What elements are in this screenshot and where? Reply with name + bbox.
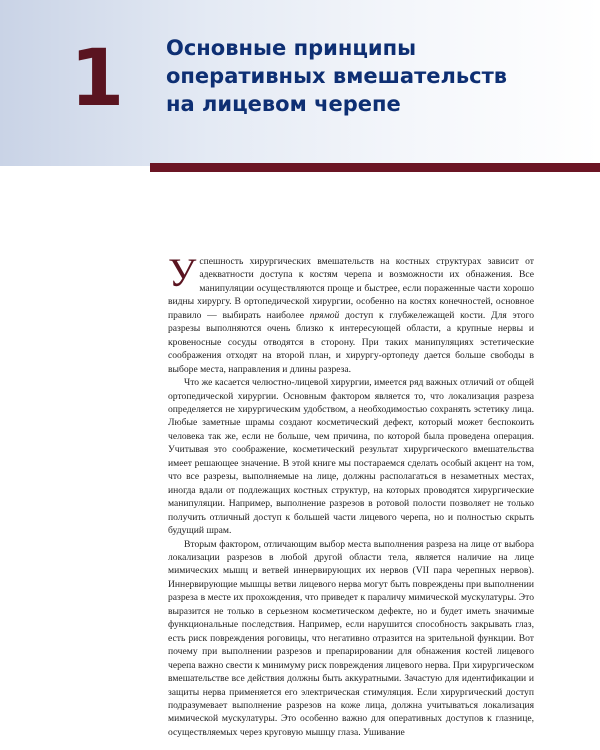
chapter-number: 1	[70, 34, 125, 124]
chapter-body	[168, 250, 535, 739]
paragraph-2: Что же касается челюстно-лицевой хирургии, имеется ряд важных отличий от общей ортопедической хирургии. Основным фактором является то, что локализация разреза определяется не хирургическим удобством, а необходимостью сохранять эстетику лица. Любые заметные шрамы создают косметический дефект, который может беспокоить человека так же, если не больше, чем причина, по которой была проведена операция. Учитывая это соображение, косметический результат хирургического вмешательства имеет решающее значение. В этой книге мы постараемся сделать особый акцент на том, что все разрезы, выполняемые на лице, должны располагаться в незаметных местах, иногда вдали от подлежащих костных структур, на которых проводятся хирургические манипуляции. Например, выполнение разрезов в ротовой полости позволяет не только получить отличный доступ к большей части лицевого черепа, но и полностью скрыть будущий шрам.	[168, 377, 534, 537]
chapter-header	[0, 0, 600, 166]
chapter-divider	[150, 163, 600, 172]
chapter-title-line-3: на лицевом черепе	[166, 92, 401, 116]
emphasis-word: прямой	[309, 309, 340, 321]
paragraph-3: Вторым фактором, отличающим выбор места выполнения разреза на лице от выбора локализации разрезов в любой другой области тела, является наличие на лице мимических мышц и ветвей иннервирующих их нервов (VII пара черепных нервов). Иннервирующие мышцы ветви лицевого нерва могут быть повреждены при выполнении разреза в месте их прохождения, что приведет к параличу мимической мускулатуры. Это выразится не только в серьезном косметическом дефекте, но и будет иметь значимые функциональные последствия. Например, если нарушится способность закрывать глаз, есть риск повреждения роговицы, что негативно отразится на зрительной функции. Вот почему при выполнении разрезов и препарировании для обнажения костей лицевого черепа важно свести к минимуму риск повреждения лицевого нерва. При хирургическом вмешательстве все действия должны быть аккуратными. Зачастую для идентификации и защиты нерва применяется его электрическая стимуляция. Если хирургический доступ подразумевает выполнение разрезов на коже лица, должна учитываться локализация мимической мускулатуры. Это особенно важно для оперативных доступов к глазнице, осуществляемых через круговую мышцу глаза. Ушивание	[168, 538, 534, 738]
drop-cap: У	[168, 250, 197, 295]
chapter-title	[166, 34, 586, 118]
paragraph-1-text-end: доступ к глубжележащей кости. Для этого разрезы выполняются очень близко к интересующей области, а крупные нервы и кровеносные сосуды отводятся в сторону. При таких манипуляциях эстетические соображения отходят на второй план, и хирургу-ортопеду дается больше свободы в выборе места, направления и длины разреза.	[168, 309, 535, 375]
chapter-title-line-1: Основные принципы	[166, 36, 417, 60]
chapter-title-line-2: оперативных вмешательств	[166, 64, 508, 88]
paragraph-1	[168, 250, 535, 376]
paragraph-1-text-start: спешность хирургических вмешательств на костных структурах зависит от адекватности доступа к костям черепа и возможности их обнажения. Все манипуляции осуществляются проще и быстрее, если пораженные части хорошо видны хирургу. В ортопедической хирургии, особенно на костях конечностей, основное правило — выбирать наиболее	[168, 256, 534, 321]
